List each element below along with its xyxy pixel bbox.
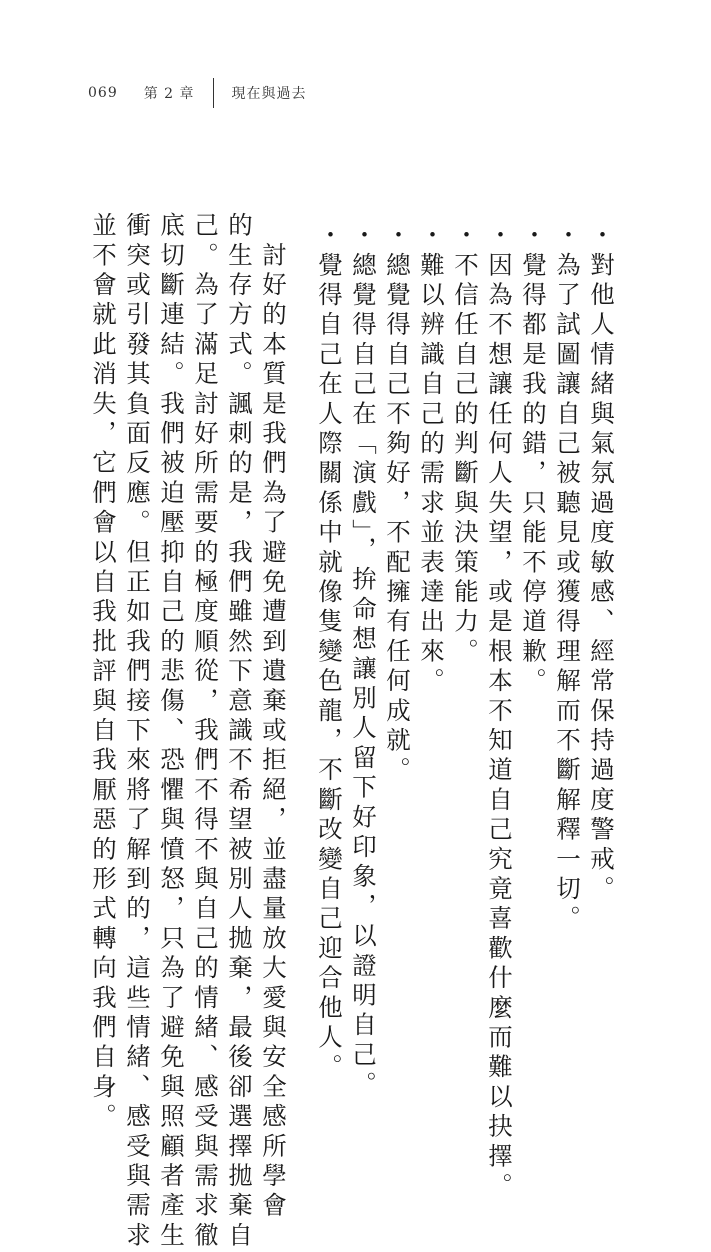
paragraph-line: 衝突或引發其負面反應。但正如我們接下來將了解到的，這些情緒、感受與需求 <box>123 212 152 1252</box>
bullet-item: ・為了試圖讓自己被聽見或獲得理解而不斷解釋一切。 <box>553 222 582 935</box>
bullet-item: ・覺得自己在人際關係中就像隻變色龍，不斷改變自己迎合他人。 <box>315 222 344 1084</box>
paragraph-line: 的生存方式。諷刺的是，我們雖然下意識不希望被別人拋棄，最後卻選擇拋棄自 <box>225 212 254 1252</box>
bullet-item: ・難以辨識自己的需求並表達出來。 <box>417 222 446 698</box>
paragraph-line: 並不會就此消失，它們會以自我批評與自我厭惡的形式轉向我們自身。 <box>89 212 118 1133</box>
paragraph-line: 討好的本質是我們為了避免遭到遺棄或拒絕，並盡量放大愛與安全感所學會 <box>259 212 288 1222</box>
chapter-title: 現在與過去 <box>231 86 307 102</box>
running-header <box>88 78 307 108</box>
paragraph-line: 己。為了滿足討好所需要的極度順從，我們不得不與自己的情緒、感受與需求徹 <box>191 212 220 1252</box>
page-number: 069 <box>88 85 118 101</box>
bullet-item: ・對他人情緒與氣氛過度敏感、經常保持過度警戒。 <box>587 222 616 906</box>
bullet-item: ・總覺得自己不夠好，不配擁有任何成就。 <box>383 222 412 787</box>
bullet-item: ・不信任自己的判斷與決策能力。 <box>451 222 480 668</box>
bullet-item: ・因為不想讓任何人失望，或是根本不知道自己究竟喜歡什麼而難以抉擇。 <box>485 222 514 1203</box>
bullet-item: ・總覺得自己在「演戲」，拚命想讓別人留下好印象，以證明自己。 <box>349 222 378 1101</box>
paragraph-line: 底切斷連結。我們被迫壓抑自己的悲傷、恐懼與憤怒，只為了避免與照顧者產生 <box>157 212 186 1252</box>
bullet-item: ・覺得都是我的錯，只能不停道歉。 <box>519 222 548 698</box>
header-divider <box>213 78 214 108</box>
chapter-label: 第 2 章 <box>143 86 195 102</box>
